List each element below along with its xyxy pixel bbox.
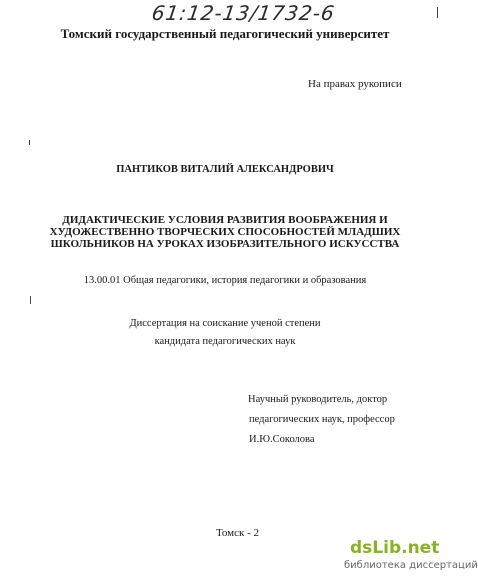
specialty-code: 13.00.01 Общая педагогики, история педагогики и образования [83,275,367,286]
manuscript-rights-note: На правах рукописи [308,78,402,90]
scan-speck [29,140,30,145]
title-line-2: ХУДОЖЕСТВЕННО ТВОРЧЕСКИХ СПОСОБНОСТЕЙ МЛАДШИХ [49,226,401,238]
dslib-watermark [340,536,478,580]
advisor-line-3: И.Ю.Соколова [249,434,315,445]
city-year: Томск - 2 [216,527,260,539]
degree-sought: кандидата педагогических наук [154,336,296,347]
dslib-subtitle: библиотека диссертаций [344,560,478,571]
scan-speck [437,7,438,18]
title-line-1: ДИДАКТИЧЕСКИЕ УСЛОВИЯ РАЗВИТИЯ ВООБРАЖЕНИЯ И [62,214,388,226]
author-name: ПАНТИКОВ ВИТАЛИЙ АЛЕКСАНДРОВИЧ [116,164,334,175]
dissertation-type: Диссертация на соискание ученой степени [129,318,321,329]
university-name: Томский государственный педагогический университет [60,26,390,41]
dslib-logo: dsLib.net [350,538,440,558]
advisor-line-2: педагогических наук, профессор [249,414,395,425]
title-line-3: ШКОЛЬНИКОВ НА УРОКАХ ИЗОБРАЗИТЕЛЬНОГО ИСКУССТВА [50,238,400,250]
handwritten-catalog-number: 61:12-13/1732-6 [150,1,337,25]
dissertation-title [20,214,430,250]
scan-speck [30,296,31,304]
scientific-advisor [248,390,395,450]
advisor-line-1: Научный руководитель, доктор [248,394,388,405]
